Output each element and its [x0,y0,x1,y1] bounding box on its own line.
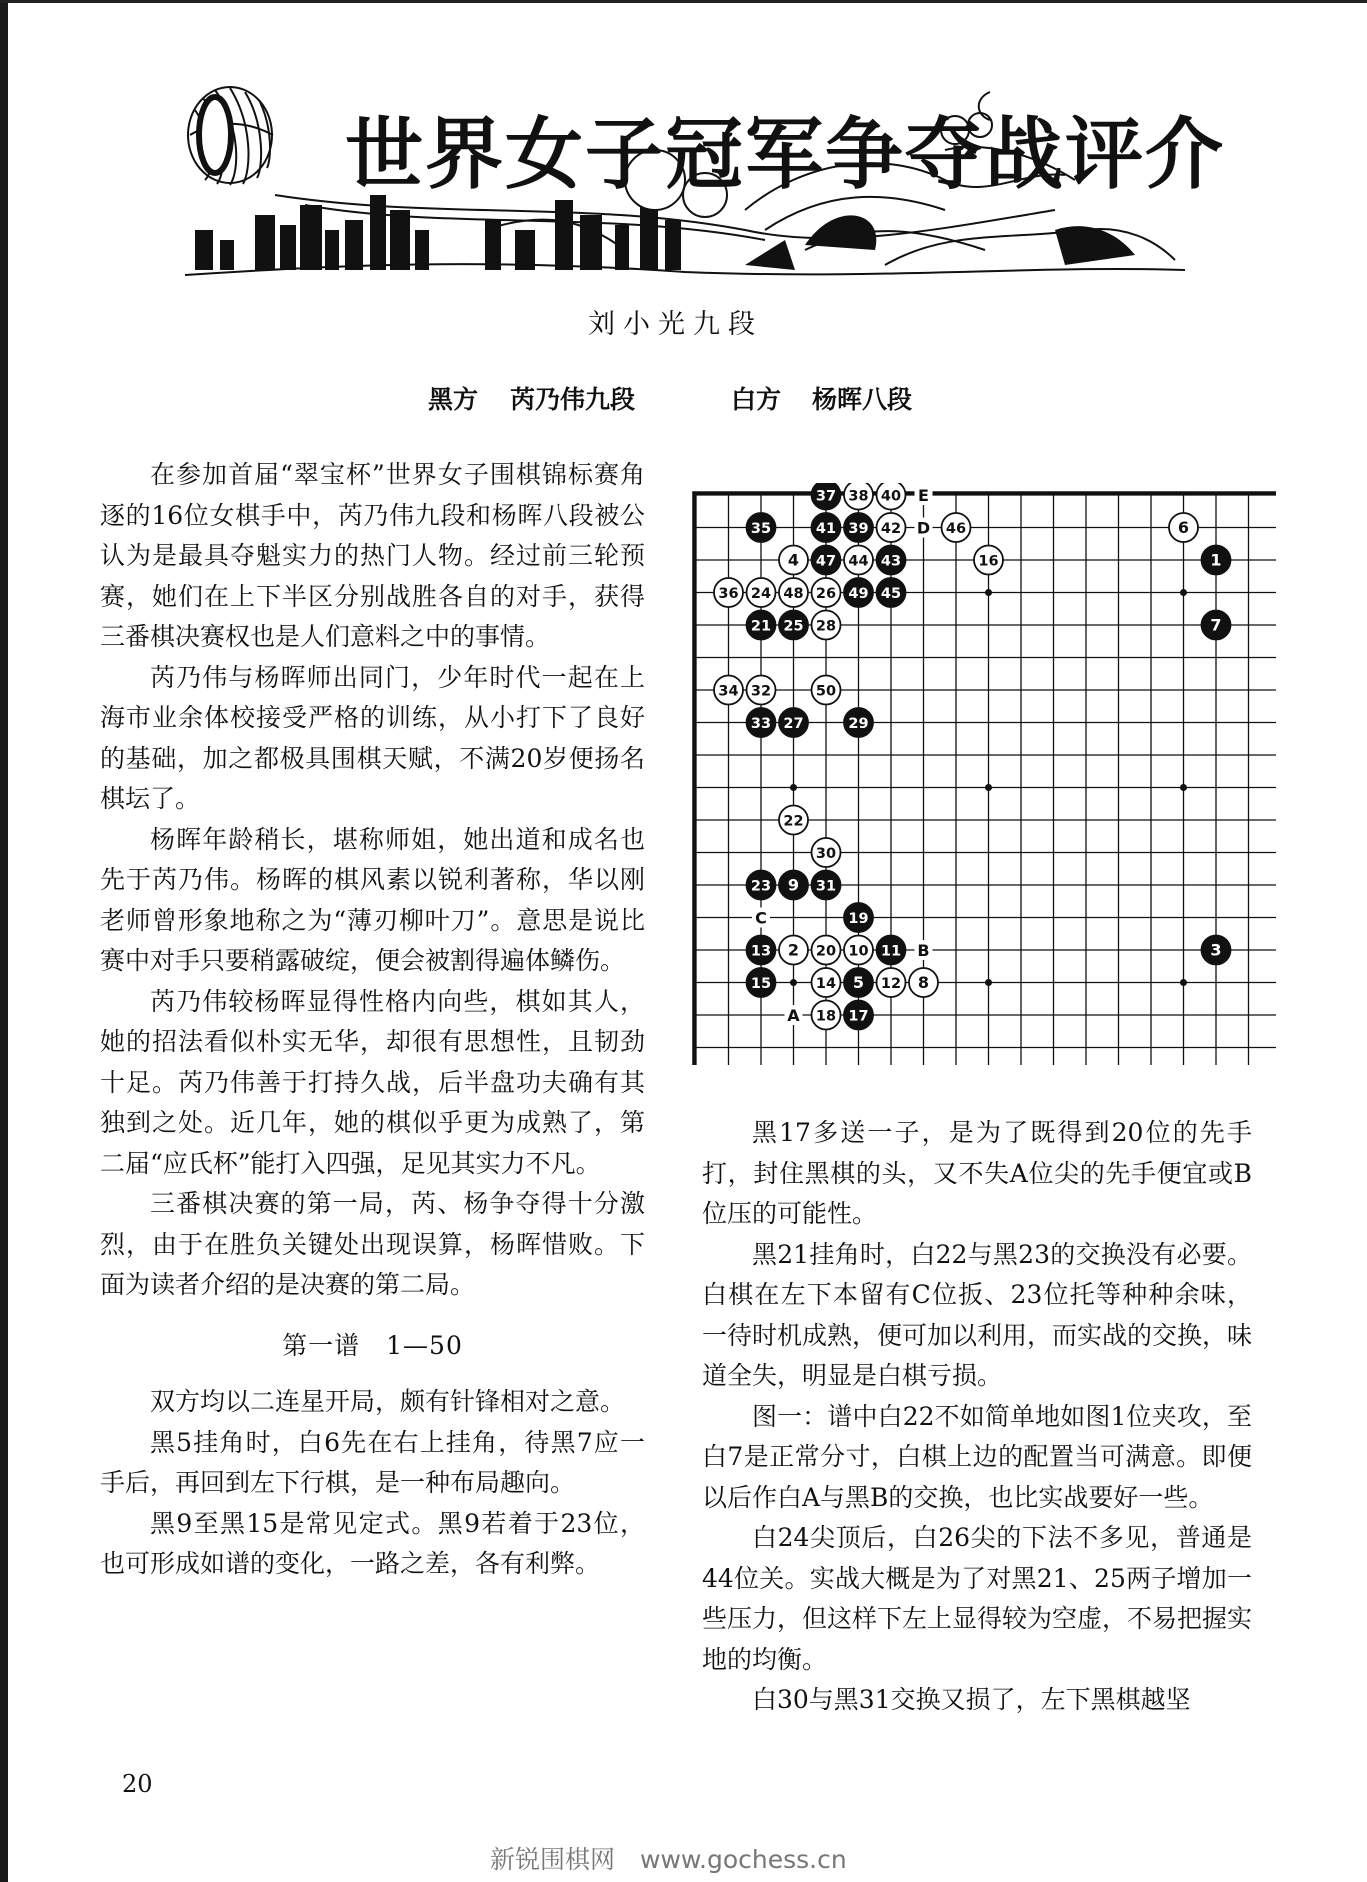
stone-move-number: 20 [815,943,837,960]
stone-move-number: 5 [852,973,865,992]
paragraph: 双方均以二连星开局，颇有针锋相对之意。 [150,1387,626,1416]
board-point-label: D [916,518,931,538]
paragraph: 三番棋决赛的第一局，芮、杨争夺得十分激烈，由于在胜负关键处出现误算，杨晖惜败。下面为读者介绍的是决赛的第二局。 [100,1189,645,1299]
paragraph: 杨晖年龄稍长，堪称师姐，她出道和成名也先于芮乃伟。杨晖的棋风素以锐利著称，华以刚老师曾形象地称之为“薄刃柳叶刀”。意思是说比赛中对手只要稍露破绽，便会被割得遍体鳞伤。 [100,824,645,975]
stone-move-number: 10 [848,943,869,960]
stone-move-number: 34 [718,683,739,700]
stone-move-number: 47 [815,553,837,570]
paragraph: 白30与黑31交换又损了，左下黑棋越坚 [752,1685,1191,1714]
article-author: 刘小光九段 [588,309,763,340]
stone-move-number: 30 [815,846,837,862]
white-player-label: 白方 [731,385,782,414]
black-player-name: 芮乃伟九段 [510,385,636,414]
stone-move-number: 48 [783,586,804,602]
stone-move-number: 21 [750,618,772,635]
stone-move-number: 26 [815,586,837,602]
stone-move-number: 13 [750,943,772,960]
stone-move-number: 45 [880,586,902,602]
board-point-label: E [918,486,929,505]
stone-move-number: 42 [880,521,902,537]
stone-move-number: 50 [815,683,837,700]
paragraph: 黑5挂角时，白6先在右上挂角，待黑7应一手后，再回到左下行棋，是一种布局趣向。 [100,1427,645,1497]
paragraph: 芮乃伟较杨晖显得性格内向些，棋如其人，她的招法看似朴实无华，却很有思想性，且韧劲十足。芮乃伟善于打持久战，后半盘功夫确有其独到之处。近几年，她的棋似乎更为成熟了，第二届“应氏杯”能打入四强，足见其实力不凡。 [100,986,645,1178]
stone-move-number: 35 [750,521,772,537]
article-title: 世界女子冠军争夺战评介 [345,109,1226,200]
stone-move-number: 1 [1210,550,1222,570]
stone-move-number: 12 [880,976,902,992]
stone-move-number: 4 [787,550,800,570]
star-point [985,589,992,596]
stone-move-number: 31 [815,878,837,895]
left-column [100,455,645,1585]
stone-move-number: 3 [1210,940,1222,960]
stone-move-number: 28 [815,618,837,635]
stone-move-number: 17 [848,1008,869,1025]
paragraph: 图一：谱中白22不如简单地如图1位夹攻，至白7是正常分寸，白棋上边的配置当可满意。即便以后作白A与黑B的交换，也比实战要好一些。 [702,1401,1252,1512]
page-scan-edge [0,0,8,1882]
page-top-edge [0,0,1367,3]
star-point [790,784,797,791]
page-number: 20 [122,1770,153,1798]
paragraph: 黑17多送一子，是为了既得到20位的先手打，封住黑棋的头，又不失A位尖的先手便宜或B位压的可能性。 [702,1118,1252,1228]
go-board [684,483,1276,1065]
stone-move-number: 11 [880,943,902,960]
paragraph: 在参加首届“翠宝杯”世界女子围棋锦标赛角逐的16位女棋手中，芮乃伟九段和杨晖八段被公认为是最具夺魁实力的热门人物。经过前三轮预赛，她们在上下半区分别战胜各自的对手，获得三番棋决赛权也是人们意料之中的事情。 [100,460,645,651]
stone-move-number: 29 [848,716,869,732]
stone-move-number: 44 [848,553,869,570]
stone-move-number: 37 [815,488,837,505]
stone-move-number: 38 [848,488,869,505]
stone-move-number: 6 [1177,518,1190,537]
stone-move-number: 16 [978,553,999,570]
stone-move-number: 27 [783,716,804,732]
go-board-diagram [684,483,1276,1069]
star-point [1180,589,1187,596]
stone-move-number: 41 [815,521,837,537]
stone-move-number: 36 [718,586,739,602]
stone-move-number: 43 [880,553,902,570]
white-player-name: 杨晖八段 [812,385,913,414]
stone-move-number: 39 [848,521,869,537]
stone-move-number: 23 [750,878,772,895]
stone-move-number: 15 [750,976,772,992]
star-point [985,979,992,986]
stone-move-number: 22 [783,813,804,830]
stone-move-number: 33 [750,716,772,732]
stone-move-number: 8 [917,973,930,992]
right-column [702,1113,1252,1721]
paragraph: 芮乃伟与杨晖师出同门，少年时代一起在上海市业余体校接受严格的训练，从小打下了良好的基础，加之都极具围棋天赋，不满20岁便扬名棋坛了。 [100,662,645,813]
stone-move-number: 14 [815,976,837,992]
game-record-section-title: 第一谱 1—50 [282,1330,463,1360]
star-point [790,979,797,986]
stone-move-number: 40 [880,488,902,505]
stone-move-number: 19 [848,911,869,927]
board-point-label: C [755,908,767,928]
stone-move-number: 18 [815,1008,837,1025]
paragraph: 黑21挂角时，白22与黑23的交换没有必要。白棋在左下本留有C位扳、23位托等种种余味，一待时机成熟，便可加以利用，而实战的交换，味道全失，明显是白棋亏损。 [702,1239,1253,1390]
star-point [1180,784,1187,791]
stone-move-number: 7 [1210,615,1222,635]
stone-move-number: 32 [750,683,772,700]
stone-move-number: 2 [787,940,800,960]
stone-move-number: 24 [750,586,772,602]
board-border [694,493,1276,1065]
black-player-label: 黑方 [428,385,479,414]
footer-watermark: 新锐围棋网 www.gochess.cn [490,1845,847,1874]
skyline-illustration [195,195,681,270]
paragraph: 白24尖顶后，白26尖的下法不多见，普通是44位关。实战大概是为了对黑21、25两子增加一些压力，但这样下左上显得较为空虚，不易把握实地的均衡。 [702,1523,1253,1674]
star-point [1180,979,1187,986]
stone-move-number: 46 [945,521,967,537]
board-point-label: A [787,1006,800,1025]
stone-move-number: 25 [783,618,804,635]
star-point [985,784,992,791]
paragraph: 黑9至黑15是常见定式。黑9若着于23位，也可形成如谱的变化，一路之差，各有利弊。 [100,1508,645,1578]
stone-move-number: 49 [848,586,869,602]
board-point-label: B [917,941,930,960]
stone-move-number: 9 [787,875,800,895]
